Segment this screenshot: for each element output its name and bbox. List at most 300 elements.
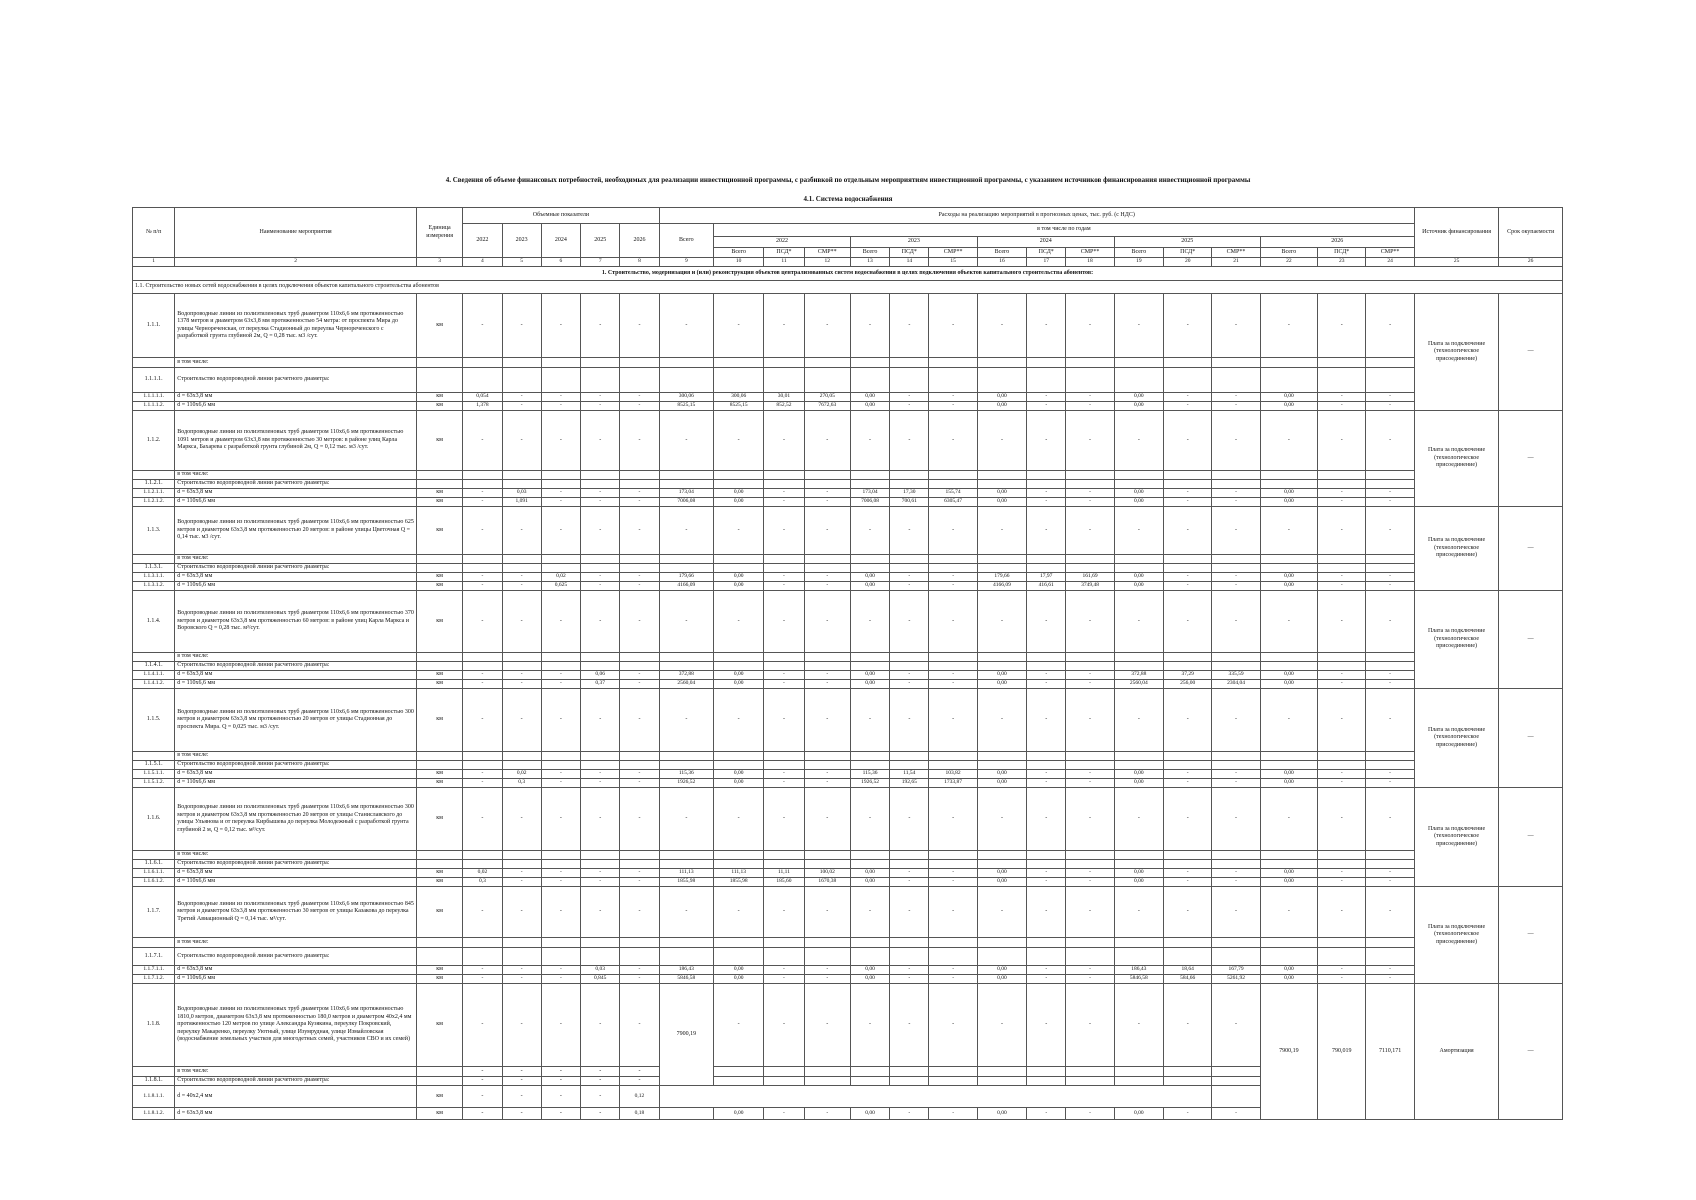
col-header-sub: ПСД* (890, 248, 929, 258)
expense-value: 0,00 (1114, 779, 1163, 788)
empty-cell (1164, 564, 1212, 573)
empty-cell (1027, 948, 1066, 966)
empty-cell (1260, 564, 1317, 573)
volume-value: - (620, 573, 659, 582)
diameter-row (133, 582, 1563, 591)
expense-value: 179,66 (977, 573, 1026, 582)
expense-value: - (764, 573, 804, 582)
expense-value: 852,52 (764, 402, 804, 411)
expense-value: - (804, 498, 850, 507)
value-cell: - (1027, 984, 1066, 1067)
empty-cell (977, 1067, 1026, 1077)
value-cell: - (1027, 788, 1066, 851)
unit-cell: км (416, 671, 462, 680)
empty-cell (1260, 662, 1317, 671)
build-row (133, 761, 1563, 770)
build-note: Строительство водопроводной линии расчетного диаметра: (175, 860, 417, 869)
expense-value: 3749,48 (1066, 582, 1114, 591)
row-number: 1.1.1.1.2. (133, 402, 175, 411)
volume-value: - (463, 582, 502, 591)
expense-value: - (764, 779, 804, 788)
empty-cell (977, 480, 1026, 489)
row-number: 1.1.5.1.2. (133, 779, 175, 788)
empty-cell (1318, 480, 1366, 489)
empty-cell (1366, 555, 1414, 564)
value-cell: - (620, 984, 659, 1067)
empty-cell (620, 555, 659, 564)
row-number: 1.1.1.1.1. (133, 393, 175, 402)
value-cell: - (463, 591, 502, 653)
value-cell: - (1027, 887, 1066, 938)
empty-cell (850, 761, 889, 770)
value-cell: - (1114, 788, 1163, 851)
empty-cell (1066, 938, 1114, 948)
volume-value: - (541, 878, 580, 887)
value-cell: - (502, 984, 541, 1067)
empty-cell (804, 948, 850, 966)
empty-cell (581, 938, 620, 948)
empty-cell (1066, 564, 1114, 573)
expense-value: 335,59 (1212, 671, 1260, 680)
measure-description: Водопроводные линии из полиэтиленовых труб диаметром 110х6,6 мм протяженностью 1810,0 метров, диаметром 63х3,8 мм протяженностью 180,0 метров и диаметром 40х2,4 мм протяженностью 120 метров по улице Александра Кузякина, переулку Покровский, переулку Макаренко, переулку Уютный, улице Изумрудная, улице Измайловская (водоснабжение земельных участков для многодетных семей, участников СВО и их семей) (175, 984, 417, 1067)
empty-cell (1114, 564, 1163, 573)
volume-value: 0,18 (620, 1108, 659, 1120)
volume-value: - (463, 779, 502, 788)
expense-value: 0,00 (1260, 869, 1317, 878)
empty-cell (463, 555, 502, 564)
empty-cell (463, 662, 502, 671)
expense-value: - (764, 770, 804, 779)
expense-value: - (804, 582, 850, 591)
empty-cell (541, 358, 580, 368)
expense-value: 0,00 (1260, 573, 1317, 582)
empty-cell (659, 471, 713, 480)
value-cell: - (890, 411, 929, 471)
col-number: 13 (850, 258, 889, 267)
empty-cell (929, 752, 977, 761)
unit-cell: км (416, 689, 462, 752)
value-cell: - (541, 411, 580, 471)
empty-cell (541, 938, 580, 948)
unit-cell: км (416, 573, 462, 582)
row-number: 1.1.2.1.2. (133, 498, 175, 507)
col-number: 18 (1066, 258, 1114, 267)
value-cell: - (1066, 887, 1114, 938)
empty-cell (416, 761, 462, 770)
diameter-label: d = 110х6,6 мм (175, 498, 417, 507)
expense-value: - (1366, 671, 1414, 680)
diameter-row (133, 489, 1563, 498)
empty-cell (890, 358, 929, 368)
value-cell: - (804, 591, 850, 653)
value-cell: - (620, 689, 659, 752)
unit-cell: км (416, 402, 462, 411)
volume-value: - (541, 975, 580, 984)
expense-value: 700,61 (890, 498, 929, 507)
value-cell: - (1212, 689, 1260, 752)
empty-cell (1318, 653, 1366, 662)
empty-cell (1260, 480, 1317, 489)
value-cell: - (541, 984, 580, 1067)
empty-cell (764, 860, 804, 869)
empty-cell (581, 851, 620, 860)
value-cell: - (502, 294, 541, 358)
value-cell: - (850, 507, 889, 555)
col-number: 22 (1260, 258, 1317, 267)
expense-value: - (764, 498, 804, 507)
value-cell: - (1212, 887, 1260, 938)
empty-cell (714, 555, 764, 564)
value-cell: - (714, 689, 764, 752)
value-cell: - (764, 984, 804, 1067)
expense-value: 300,06 (659, 393, 713, 402)
expense-value: - (804, 680, 850, 689)
empty-cell (764, 761, 804, 770)
value-cell: - (1164, 887, 1212, 938)
volume-value: - (463, 680, 502, 689)
empty-cell (714, 1067, 764, 1077)
expense-value: - (1318, 779, 1366, 788)
volume-value: - (581, 498, 620, 507)
empty-cell (1164, 555, 1212, 564)
empty-cell (1260, 368, 1317, 393)
empty-cell (416, 662, 462, 671)
empty-cell (929, 480, 977, 489)
payback-term: — (1499, 591, 1563, 689)
value-cell: - (890, 887, 929, 938)
value-cell: - (502, 689, 541, 752)
expense-value: 0,00 (1260, 966, 1317, 975)
value-cell: - (581, 689, 620, 752)
empty-cell (1027, 358, 1066, 368)
empty-cell (1027, 1077, 1066, 1086)
expense-2026-value: 7110,171 (1366, 984, 1414, 1120)
empty-cell (714, 471, 764, 480)
expense-value: - (1366, 582, 1414, 591)
empty-cell (1066, 761, 1114, 770)
value-cell: - (502, 887, 541, 938)
value-cell: - (764, 411, 804, 471)
empty-cell (463, 948, 502, 966)
value-cell: - (890, 984, 929, 1067)
empty-cell (541, 948, 580, 966)
empty-cell (1366, 662, 1414, 671)
empty-cell (850, 480, 889, 489)
volume-value: - (541, 498, 580, 507)
expense-value: 0,00 (1260, 680, 1317, 689)
empty-cell (659, 358, 713, 368)
expense-value: 0,00 (714, 671, 764, 680)
empty-cell (1212, 480, 1260, 489)
measure-description: Водопроводные линии из полиэтиленовых труб диаметром 110х6,6 мм протяженностью 300 метров и диаметром 63х3,8 мм протяженностью 20 метров от улицы Стадионная до проспекта Мира. Q = 0,025 тыс. м3 /сут. (175, 689, 417, 752)
empty-cell (714, 480, 764, 489)
row-number: 1.1.3. (133, 507, 175, 555)
diameter-row (133, 573, 1563, 582)
value-cell: - (1212, 788, 1260, 851)
group-row (133, 689, 1563, 752)
unit-cell: км (416, 966, 462, 975)
financing-source: Плата за подключение (технологическое присоединение) (1414, 411, 1499, 507)
diameter-label: d = 110х6,6 мм (175, 582, 417, 591)
expense-value: - (1027, 770, 1066, 779)
value-cell: - (977, 507, 1026, 555)
value-cell: - (581, 507, 620, 555)
empty-cell (1164, 368, 1212, 393)
empty-cell (620, 761, 659, 770)
expense-value: - (1164, 878, 1212, 887)
empty-cell (929, 860, 977, 869)
expense-value: 167,79 (1212, 966, 1260, 975)
col-number: 21 (1212, 258, 1260, 267)
empty-cell (929, 358, 977, 368)
expense-value: 0,00 (850, 402, 889, 411)
measure-description: Водопроводные линии из полиэтиленовых труб диаметром 110х6,6 мм протяженностью 625 метров и диаметром 63х3,8 мм протяженностью 20 метров: в районе улицы Цветочная Q = 0,14 тыс. м3 /сут. (175, 507, 417, 555)
expense-value: - (804, 489, 850, 498)
unit-cell: км (416, 680, 462, 689)
empty-cell (804, 1077, 850, 1086)
expense-value: 0,00 (714, 573, 764, 582)
diameter-row (133, 966, 1563, 975)
row-number: 1.1.3.1. (133, 564, 175, 573)
volume-value: - (620, 671, 659, 680)
empty-cell (850, 1077, 889, 1086)
volume-value: - (620, 402, 659, 411)
empty-cell (581, 653, 620, 662)
value-cell: - (977, 294, 1026, 358)
volume-value: - (502, 680, 541, 689)
col-header-expenses: Расходы на реализацию мероприятий в прогнозных ценах, тыс. руб. (с НДС) (659, 208, 1414, 224)
empty-cell (1027, 1067, 1066, 1077)
volume-value: - (502, 1086, 541, 1108)
empty-cell (581, 480, 620, 489)
including-note: в том числе: (175, 653, 417, 662)
col-number: 4 (463, 258, 502, 267)
value-cell: - (714, 411, 764, 471)
volume-value: - (463, 966, 502, 975)
volume-value: - (502, 975, 541, 984)
value-cell: - (1066, 507, 1114, 555)
empty-cell (620, 564, 659, 573)
unit-cell: км (416, 507, 462, 555)
expense-value: 0,00 (977, 878, 1026, 887)
col-number: 26 (1499, 258, 1563, 267)
empty-cell (1366, 752, 1414, 761)
including-row (133, 938, 1563, 948)
group-row (133, 788, 1563, 851)
expense-value: - (764, 975, 804, 984)
value-cell: - (804, 294, 850, 358)
volume-value: - (620, 393, 659, 402)
diameter-label: d = 63х3,8 мм (175, 869, 417, 878)
diameter-label: d = 110х6,6 мм (175, 402, 417, 411)
volume-value: - (502, 402, 541, 411)
expense-value: - (1366, 680, 1414, 689)
value-cell: - (1366, 591, 1414, 653)
empty-cell (714, 761, 764, 770)
expense-value: - (1027, 402, 1066, 411)
expense-value: - (1318, 869, 1366, 878)
expense-value: - (1212, 498, 1260, 507)
empty-cell (804, 662, 850, 671)
diameter-label: d = 110х6,6 мм (175, 975, 417, 984)
col-header-sub: Всего (977, 248, 1026, 258)
expense-value: - (929, 966, 977, 975)
volume-value: 1,091 (502, 498, 541, 507)
empty-cell (764, 358, 804, 368)
empty-cell (1212, 368, 1260, 393)
value-cell: - (1164, 411, 1212, 471)
expense-value: - (1212, 779, 1260, 788)
empty-cell (659, 851, 713, 860)
expense-value: - (929, 393, 977, 402)
build-row (133, 948, 1563, 966)
value-cell: - (1212, 984, 1260, 1067)
expense-value: - (1212, 489, 1260, 498)
volume-value: - (463, 975, 502, 984)
empty-cell (1260, 471, 1317, 480)
section-1-title: 1. Строительство, модернизация и (или) реконструкция объектов централизованных систем водоснабжения в целях подключения объектов капитального строительства абонентов: (133, 267, 1563, 281)
expense-value: - (890, 966, 929, 975)
unit-cell: км (416, 591, 462, 653)
volume-value: - (620, 680, 659, 689)
col-number: 14 (890, 258, 929, 267)
empty-cell (1212, 358, 1260, 368)
empty-cell (1212, 555, 1260, 564)
empty-cell (620, 851, 659, 860)
col-header-total: Всего (659, 224, 713, 258)
value-cell: - (581, 411, 620, 471)
expense-value: - (890, 680, 929, 689)
expense-value: 103,82 (929, 770, 977, 779)
value-cell: - (1027, 689, 1066, 752)
volume-value: - (581, 869, 620, 878)
volume-value: - (502, 573, 541, 582)
empty-cell (977, 752, 1026, 761)
value-cell: - (1260, 689, 1317, 752)
expense-value: - (1027, 1108, 1066, 1120)
col-number: 3 (416, 258, 462, 267)
empty-cell (1066, 653, 1114, 662)
row-number (133, 938, 175, 948)
expense-value: 0,00 (977, 770, 1026, 779)
empty-cell (416, 555, 462, 564)
diameter-row (133, 770, 1563, 779)
value-cell: - (1066, 411, 1114, 471)
row-number: 1.1.5.1. (133, 761, 175, 770)
financing-source: Плата за подключение (технологическое присоединение) (1414, 887, 1499, 984)
expense-value: - (1366, 975, 1414, 984)
empty-cell (1212, 761, 1260, 770)
value-cell: - (1164, 689, 1212, 752)
expense-value: - (1212, 1108, 1260, 1120)
empty-cell (1366, 358, 1414, 368)
section-1-1-title: 1.1. Строительство новых сетей водоснабжения в целях подключения объектов капитального строительства абонентов (133, 281, 1563, 294)
value-cell: - (804, 411, 850, 471)
expense-value: 0,00 (1114, 878, 1163, 887)
value-cell: - (463, 788, 502, 851)
empty-cell (659, 564, 713, 573)
empty-cell (1212, 752, 1260, 761)
expense-value: - (890, 975, 929, 984)
empty-cell (977, 653, 1026, 662)
including-note: в том числе: (175, 1067, 417, 1077)
empty-cell (850, 851, 889, 860)
expense-value: 2560,04 (659, 680, 713, 689)
value-cell: - (502, 507, 541, 555)
expense-value: 0,00 (1114, 1108, 1163, 1120)
expense-value: 0,00 (1260, 671, 1317, 680)
empty-cell (1164, 752, 1212, 761)
empty-cell (1318, 761, 1366, 770)
expense-value: - (929, 573, 977, 582)
empty-cell (764, 368, 804, 393)
empty-cell (1066, 358, 1114, 368)
empty-cell (929, 1077, 977, 1086)
row-number: 1.1.5. (133, 689, 175, 752)
volume-value: 0,12 (620, 1086, 659, 1108)
row-number (133, 555, 175, 564)
value-cell: - (581, 984, 620, 1067)
payback-term: — (1499, 411, 1563, 507)
empty-cell (850, 948, 889, 966)
row-number: 1.1.1. (133, 294, 175, 358)
col-number: 24 (1366, 258, 1414, 267)
expense-value: - (1027, 779, 1066, 788)
volume-value: - (581, 770, 620, 779)
expense-value: - (1066, 878, 1114, 887)
expense-value: - (890, 878, 929, 887)
value-cell: - (541, 887, 580, 938)
empty-cell (929, 564, 977, 573)
value-cell: - (659, 887, 713, 938)
value-cell: - (659, 294, 713, 358)
empty-cell (1366, 368, 1414, 393)
expense-value: 0,00 (1260, 498, 1317, 507)
expense-value: 111,13 (659, 869, 713, 878)
value-cell: - (1318, 411, 1366, 471)
empty-cell (1366, 761, 1414, 770)
empty-cell (502, 564, 541, 573)
empty-cell (620, 948, 659, 966)
empty-cell (1164, 480, 1212, 489)
diameter-row (133, 393, 1563, 402)
expense-value: 0,00 (1114, 489, 1163, 498)
expense-value: - (1164, 393, 1212, 402)
empty-cell (659, 1086, 1212, 1108)
total-value: 7900,19 (659, 984, 713, 1086)
volume-value: - (620, 779, 659, 788)
expense-value: 186,43 (1114, 966, 1163, 975)
expense-value: 1855,98 (659, 878, 713, 887)
build-note: Строительство водопроводной линии расчетного диаметра: (175, 368, 417, 393)
value-cell: - (502, 1077, 541, 1086)
expense-value: 173,04 (850, 489, 889, 498)
row-number: 1.1.7. (133, 887, 175, 938)
empty-cell (1114, 761, 1163, 770)
col-header-unit: Единица измерения (416, 208, 462, 258)
diameter-label: d = 63х3,8 мм (175, 393, 417, 402)
unit-cell: км (416, 489, 462, 498)
value-cell: - (620, 1067, 659, 1077)
empty-cell (463, 938, 502, 948)
empty-cell (1366, 948, 1414, 966)
expense-value: 111,13 (714, 869, 764, 878)
expense-value: 0,00 (977, 489, 1026, 498)
empty-cell (1027, 851, 1066, 860)
empty-cell (890, 555, 929, 564)
value-cell: - (977, 984, 1026, 1067)
volume-value: 0,054 (463, 393, 502, 402)
